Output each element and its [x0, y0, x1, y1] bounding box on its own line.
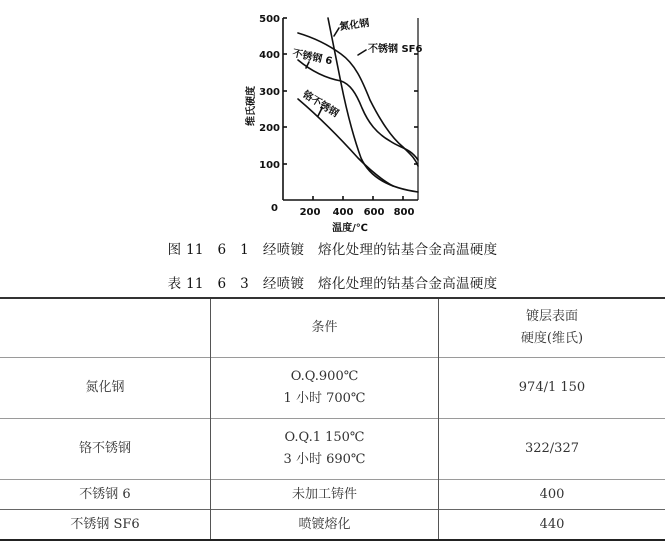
cell-hardness: 400 [439, 480, 665, 510]
y-tick-100: 100 [259, 160, 280, 171]
cell-material: 不锈钢 SF6 [0, 510, 211, 541]
header-condition: 条件 [211, 298, 439, 358]
label-stainless-sf6: 不锈钢 SF6 [368, 44, 423, 55]
y-tick-500: 500 [259, 14, 280, 25]
header-hardness-line2: 硬度(维氏) [520, 331, 584, 346]
label-chrome-stainless: 铬不锈钢 [300, 89, 341, 120]
y-tick-300: 300 [259, 87, 280, 98]
condition-line1: O.Q.900℃ [290, 369, 359, 384]
table-header-row [0, 298, 665, 358]
x-tick-600: 600 [363, 207, 385, 218]
table-caption: 表 11 6 3 经喷镀 熔化处理的钴基合金高温硬度 [167, 276, 498, 292]
header-hardness-line1: 镀层表面 [525, 309, 578, 324]
header-material [0, 298, 211, 358]
x-tick-800: 800 [393, 207, 415, 218]
hardness-chart [240, 8, 430, 238]
cell-condition [211, 419, 439, 480]
y-tick-400: 400 [259, 50, 280, 61]
y-tick-0: 0 [271, 203, 278, 214]
y-tick-200: 200 [259, 123, 280, 134]
condition-line1: O.Q.1 150℃ [284, 430, 365, 445]
condition-line2: 1 小时 700℃ [283, 391, 366, 406]
y-axis-label: 维氏硬度 [246, 86, 257, 126]
chart-svg [240, 8, 430, 238]
table-row [0, 480, 665, 510]
x-tick-400: 400 [332, 207, 354, 218]
table-row [0, 510, 665, 541]
table-row [0, 419, 665, 480]
cell-hardness: 440 [439, 510, 665, 541]
table-row [0, 358, 665, 419]
cell-hardness: 974/1 150 [439, 358, 665, 419]
x-tick-200: 200 [299, 207, 321, 218]
label-stainless-6: 不锈钢 6 [291, 48, 334, 68]
cell-condition [211, 358, 439, 419]
hardness-table [0, 297, 665, 541]
figure-caption: 图 11 6 1 经喷镀 熔化处理的钴基合金高温硬度 [167, 242, 498, 258]
cell-condition: 喷镀熔化 [211, 510, 439, 541]
header-hardness [439, 298, 665, 358]
cell-material: 铬不锈钢 [0, 419, 211, 480]
cell-hardness: 322/327 [439, 419, 665, 480]
label-nitrided-steel: 氮化钢 [338, 17, 371, 33]
x-axis-label: 温度/℃ [332, 223, 368, 234]
condition-line2: 3 小时 690℃ [283, 452, 366, 467]
cell-condition: 未加工铸件 [211, 480, 439, 510]
cell-material: 氮化钢 [0, 358, 211, 419]
cell-material: 不锈钢 6 [0, 480, 211, 510]
series-chrome-stainless [298, 99, 393, 186]
